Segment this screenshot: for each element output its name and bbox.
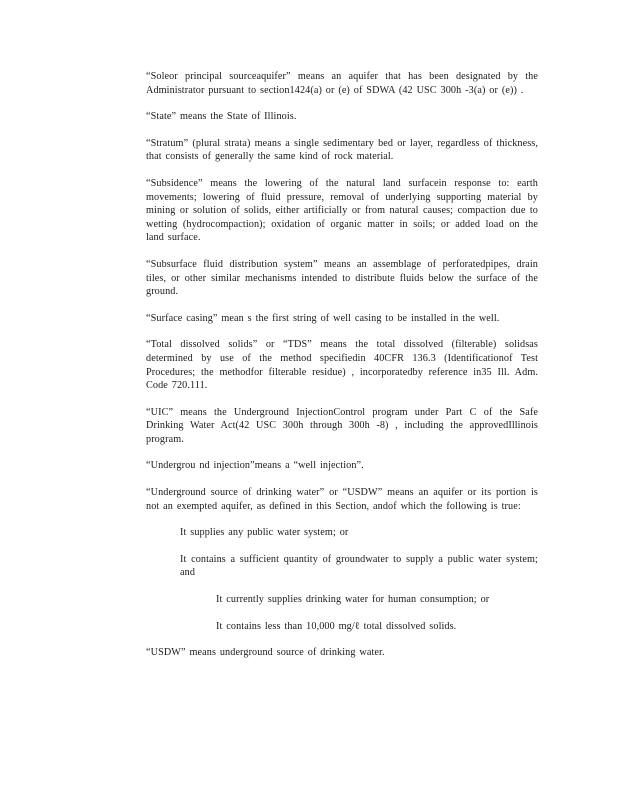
usdw-subcriterion-currently-supplies: It currently supplies drinking water for human consumption; or: [216, 594, 490, 606]
definition-underground-injection: “Undergrou nd injection”means a “well injection”.: [146, 460, 364, 472]
definition-state: “State” means the State of Illinois.: [146, 111, 297, 123]
definition-stratum: “Stratum” (plural strata) means a single sedimentary bed or layer, regardless of thickness, that consists of generally the same kind of rock material.: [146, 137, 538, 163]
definition-usdw: “Underground source of drinking water” or “USDW” means an aquifer or its portion is not an exempted aquifer, as defined in this Section, andof which the following is true:: [146, 487, 538, 512]
definition-total-dissolved-solids: “Total dissolved solids” or “TDS” means the total dissolved (filterable) solidsas determined by use of the method specifiedin 40CFR 136.3 (Identificationof Test Procedures; the methodfor filterable residue) , incorporatedby reference in35 Ill. Adm. Code 720.111.: [146, 339, 538, 392]
definition-surface-casing: “Surface casing” mean s the first string of well casing to be installed in the well.: [146, 312, 500, 324]
usdw-criterion-sufficient-quantity: It contains a sufficient quantity of groundwater to supply a public water system; and: [180, 553, 538, 579]
definition-subsurface-fluid-distribution-system: “Subsurface fluid distribution system” means an assemblage of perforatedpipes, drain tiles, or other similar mechanisms intended to distribute fluids below the surface of the ground.: [146, 258, 538, 298]
definition-subsidence: “Subsidence” means the lowering of the natural land surfacein response to: earth movements; lowering of fluid pressure, removal of underlying supporting material by mining or solution of solids, either artificially or from natural causes; compaction due to wetting (hydrocompaction); oxidation of organic matter in soils; or added load on the land surface.: [146, 177, 538, 244]
usdw-subcriterion-tds-limit: It contains less than 10,000 mg/ℓ total dissolved solids.: [216, 620, 457, 632]
definition-uic: “UIC” means the Underground InjectionControl program under Part C of the Safe Drinking Water Act(42 USC 300h through 300h -8) , including the approvedIllinois program.: [146, 406, 538, 445]
definition-usdw-abbreviation: “USDW” means underground source of drinking water.: [146, 647, 385, 659]
document-page: [146, 70, 538, 660]
usdw-criterion-public-water-system: It supplies any public water system; or: [180, 527, 349, 539]
definition-sole-source-aquifer: “Soleor principal sourceaquifer” means an aquifer that has been designated by the Administrator pursuant to section1424(a) or (e) of SDWA (42 USC 300h -3(a) or (e)) .: [146, 71, 538, 96]
